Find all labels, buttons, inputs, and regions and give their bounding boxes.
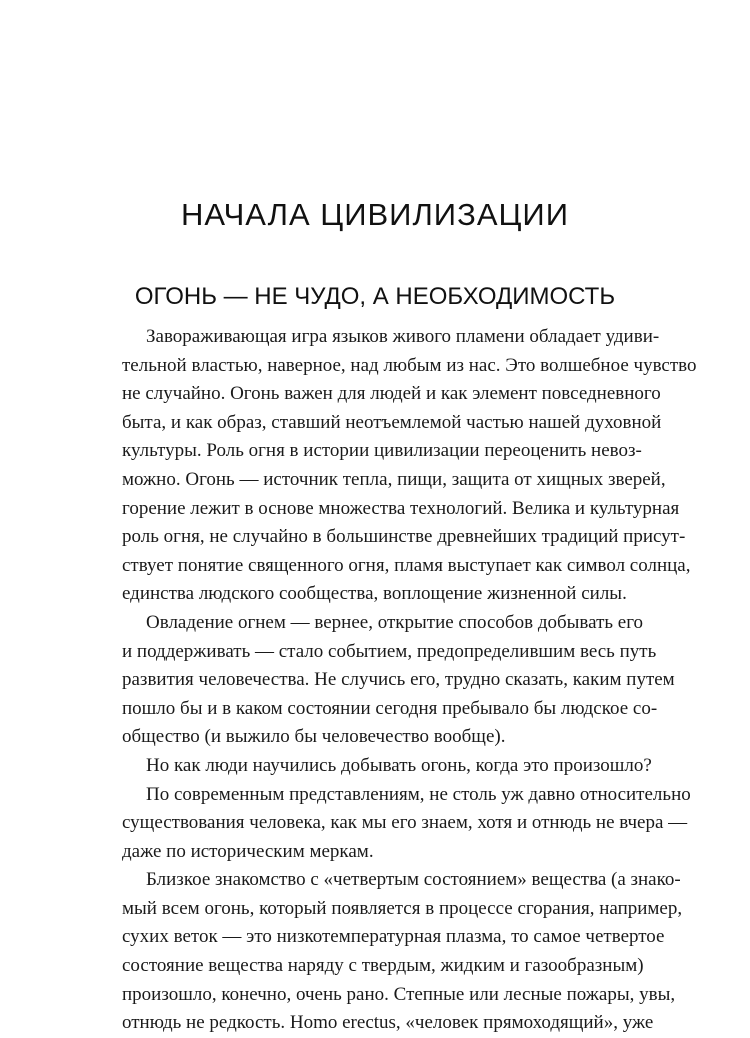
text-line: можно. Огонь — источник тепла, пищи, защита от хищных зверей, xyxy=(122,468,666,490)
text-line: Завораживающая игра языков живого пламени обладает удиви- xyxy=(146,326,660,347)
text-line: мый всем огонь, который появляется в процессе сгорания, например, xyxy=(122,897,683,919)
text-line: не случайно. Огонь важен для людей и как элемент повседневного xyxy=(122,383,661,405)
text-line: развития человечества. Не случись его, трудно сказать, каким путем xyxy=(122,669,675,691)
body-text xyxy=(122,323,697,1038)
text-line: состояние вещества наряду с твердым, жидким и газообразным) xyxy=(122,955,644,977)
text-line: Но как люди научились добывать огонь, когда это произошло? xyxy=(146,754,652,776)
text-line: даже по историческим меркам. xyxy=(122,840,374,862)
chapter-title: НАЧАЛА ЦИВИЛИЗАЦИИ xyxy=(181,197,569,232)
text-line: быта, и как образ, ставший неотъемлемой частью нашей духовной xyxy=(122,411,662,433)
text-line: единства людского сообщества, воплощение жизненной силы. xyxy=(122,583,627,605)
text-line: тельной властью, наверное, над любым из нас. Это волшебное чувство xyxy=(122,354,697,376)
section-title: ОГОНЬ — НЕ ЧУДО, А НЕОБХОДИМОСТЬ xyxy=(134,283,616,310)
text-line: отнюдь не редкость. Homo erectus, «человек прямоходящий», уже xyxy=(122,1012,654,1034)
text-line: произошло, конечно, очень рано. Степные или лесные пожары, увы, xyxy=(122,983,676,1005)
text-line: По современным представлениям, не столь уж давно относительно xyxy=(146,783,691,805)
text-line: ствует понятие священного огня, пламя выступает как символ солнца, xyxy=(122,554,691,576)
text-line: горение лежит в основе множества технологий. Велика и культурная xyxy=(122,497,680,519)
text-line: роль огня, не случайно в большинстве древнейших традиций присут- xyxy=(122,526,686,548)
text-line: существования человека, как мы его знаем, хотя и отнюдь не вчера — xyxy=(122,812,688,834)
text-line: Близкое знакомство с «четвертым состоянием» вещества (а знако- xyxy=(146,869,681,891)
text-line: культуры. Роль огня в истории цивилизации переоценить невоз- xyxy=(122,440,642,462)
text-line: пошло бы и в каком состоянии сегодня пребывало бы людское со- xyxy=(122,697,658,719)
text-line: и поддерживать — стало событием, предопределившим весь путь xyxy=(122,640,657,662)
text-line: сухих веток — это низкотемпературная плазма, то самое четвертое xyxy=(122,926,665,948)
text-line: общество (и выжило бы человечество вообще). xyxy=(122,726,506,748)
text-line: Овладение огнем — вернее, открытие способов добывать его xyxy=(146,611,644,633)
